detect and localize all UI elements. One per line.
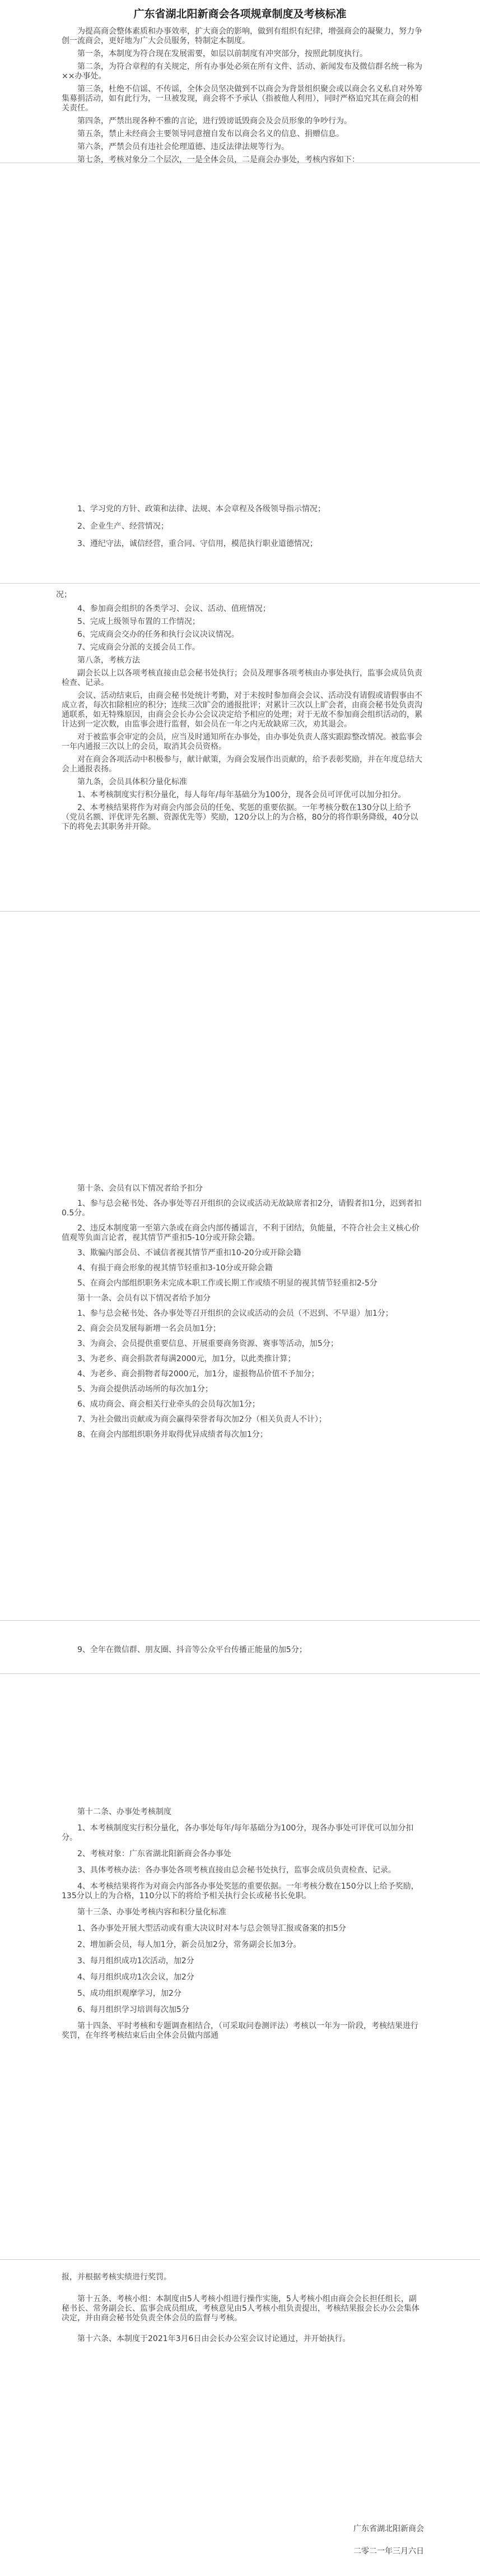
section-content-list xyxy=(0,499,480,584)
paragraph: 第十五条、考核小组：本制度由5人考核小组进行操作实施，5人考核小组由商会会长担任组长，副秘书长、常务副会长、监事会成员组成，考核意见由5人考核小组负责提出，考核结果报会长办公会集体决定，并由商会秘书处负责全体会员的监督与考核。 xyxy=(62,2295,420,2323)
paragraph: 6、成功商会、商会相关行业牵头的会员每次加1分； xyxy=(77,1400,260,1409)
paragraph: 6、完成商会交办的任务和执行会议决议情况。 xyxy=(77,630,239,639)
paragraph: 2、考核对象：广东省湖北阳新商会各办事处 xyxy=(77,1849,231,1858)
paragraph: 2、增加新会员，每人加1分，新会员加2分，常务副会长加3分。 xyxy=(77,1940,301,1949)
paragraph: 第三条，杜绝不信谣、不传谣，全体会员坚决做到不以商会为背景组织聚会或以商会名义私自对外筹集募捐活动，如有此行为，一旦被发现，商会将不予承认（指被他人利用），同时严格追究其在商会的相关责任。 xyxy=(62,85,422,113)
paragraph: 第八条，考核方法 xyxy=(77,656,140,665)
paragraph: 1、本考核制度实行积分量化，各办事处每年/每年基础分为100分，现各办事处可评优可以加分扣分。 xyxy=(62,1824,414,1842)
paragraph: 3、为商会、会员提供重要信息、开展重要商务资源、赛事等活动，加5分； xyxy=(77,1339,338,1348)
paragraph: 5、为商会提供活动场所的每次加1分； xyxy=(77,1385,213,1394)
paragraph: 2、本考核结果将作为对商会内部会员的任免、奖惩的重要依据。一年考核分数在130分以上给予（党员名额、评优评先名额、资源优先等）奖励，120分以上的为合格，80分的将作职务降级，40分以下的将免去其职务并开除。 xyxy=(62,803,418,831)
paragraph: 7、为社会做出贡献或为商会赢得荣誉者每次加2分（相关负责人不计）； xyxy=(77,1415,327,1424)
paragraph: 9、全年在微信群、朋友圈、抖音等公众平台传播正能量的加5分； xyxy=(77,1645,307,1654)
section-assessment-method xyxy=(0,586,480,912)
paragraph: 8、在商会内部组织职务并取得优异成绩者每次加1分； xyxy=(77,1430,268,1439)
paragraph: 第七条，考核对象分二个层次，一是全体会员，二是商会办事处，考核内容如下： xyxy=(77,155,360,164)
paragraph: 5、在商会内部组织职务未完成本职工作或长期工作或绩不明显的视其情节轻重扣2-5分 xyxy=(77,1279,378,1288)
paragraph: 5、完成上级领导布置的工作情况； xyxy=(77,617,200,626)
paragraph: 2、企业生产、经营情况； xyxy=(77,522,169,531)
signature-date: 二零二一年三月六日 xyxy=(353,2547,424,2556)
paragraph: 第十六条、本制度于2021年3月6日由会长办公室会议讨论通过，并开始执行。 xyxy=(77,2334,351,2343)
paragraph: 1、参与总会秘书处、各办事处等召开组织的会议或活动无故缺席者扣2分，请假者扣1分，迟到者扣0.5分。 xyxy=(62,1199,422,1218)
paragraph: 第五条，禁止未经商会主要领导同意擅自发布以商会名义的信息、捐赠信息。 xyxy=(77,130,344,138)
section-closing xyxy=(0,2265,480,2576)
section-member-scoring xyxy=(0,1177,480,1621)
paragraph: 对于被监事会审定的会员，应当及时通知所在办事处，由办事处负责人落实跟踪整改情况。被监事会一年内通报三次以上的会员，取消其会员资格。 xyxy=(62,733,422,751)
paragraph: 第十一条、会员有以下情况者给予加分 xyxy=(77,1294,211,1303)
paragraph: 4、参加商会组织的各类学习、会议、活动、值班情况； xyxy=(77,604,271,613)
section-office-assessment xyxy=(0,1805,480,2260)
paragraph: 6、每月组织学习培训每次加5分 xyxy=(77,2005,189,2014)
paragraph: 第十四条、平时考核和专题调查相结合，（可采取问卷测评法）考核以一年为一阶段，考核结果进行奖罚，在年终考核结束后由全体会员做内部通 xyxy=(62,2022,418,2040)
paragraph: 4、有损于商会形象的视其情节轻重扣3-10分或开除会籍 xyxy=(77,1264,273,1273)
paragraph: 副会长以上以各项考核直接由总会秘书处执行；会员及理事各项考核由办事处执行，监事会成员负责检查、记录。 xyxy=(62,669,422,687)
paragraph: 1、各办事处开展大型活动或有重大决议时对本与总会领导汇报或备案的扣5分 xyxy=(77,1924,346,1933)
paragraph: 第六条，严禁会员有违社会伦理道德、违反法律法规等行为。 xyxy=(77,142,289,151)
paragraph: 第一条，本制度为符合现在发展需要，如层以前制度有冲突部分，按照此制度执行。 xyxy=(77,49,367,58)
paragraph: 第九条，会员具体积分量化标准 xyxy=(77,778,187,787)
paragraph: 第十条、会员有以下情况者给予扣分 xyxy=(77,1184,203,1193)
paragraph: 1、学习党的方针、政策和法律、法规、本会章程及各级领导指示情况； xyxy=(77,505,325,514)
paragraph: 3、遵纪守法，诚信经营，重合同、守信用，模范执行职业道德情况； xyxy=(77,539,318,548)
paragraph: 第十三条、办事处考核内容和积分量化标准 xyxy=(77,1908,226,1917)
paragraph: 3、欺骗内部会员、不诚信者视其情节严重扣10-20分或开除会籍 xyxy=(77,1248,301,1257)
paragraph: 第十二条、办事处考核制度 xyxy=(77,1807,171,1816)
paragraph: 第二条，为符合章程的有关规定，所有办事处必须在所有文件、活动、新闻发布及微信群名统一称为××办事处。 xyxy=(62,62,422,81)
paragraph: 对在商会各项活动中积极参与，献计献策，为商会发展作出贡献的，给予表彰奖励，并在年度总结大会上通报表扬。 xyxy=(62,755,422,774)
paragraph: 7、完成商会分派的支援会员工作。 xyxy=(77,643,200,652)
page-title: 广东省湖北阳新商会各项规章制度及考核标准 xyxy=(133,8,347,20)
paragraph: 5、成功组织观摩学习，加2分 xyxy=(77,1989,181,1998)
paragraph: 1、本考核制度实行积分量化，每人每年/每年基础分为100分，现各会员可评优可以加分扣分。 xyxy=(77,790,406,799)
signature-org: 广东省湖北阳新商会 xyxy=(353,2524,424,2533)
paragraph: 2、违反本制度第一至第六条或在商会内部传播谣言，不利于团结，负能量，不符合社会主义核心价值观等负面言论者，视其情节严重扣5-10分或开除会籍。 xyxy=(62,1224,420,1242)
paragraph: 4、为老乡、商会捐物者每2000元，加1分，虚报物品价值不予加分； xyxy=(77,1370,319,1379)
section-intro xyxy=(0,22,480,163)
section-positive-energy xyxy=(0,1623,480,1674)
paragraph: 4、本考核结果将作为对商会内部各办事处奖惩的重要依据。一年考核分数在150分以上给予奖励，135分以上的为合格，110分以下的将给予相关执行会长或秘书长免职。 xyxy=(62,1882,419,1900)
paragraph: 3、具体考核办法：各办事处各项考核直接由总会秘书处执行，监事会成员负责检查、记录。 xyxy=(77,1866,396,1875)
paragraph: 4、每月组织成功1次会议，加2分 xyxy=(77,1973,194,1982)
paragraph: 3、为老乡、商会捐款者每满2000元，加1分，以此类推计算； xyxy=(77,1354,296,1363)
paragraph: 会议、活动结束后，由商会秘书处统计考勤，对于未按时参加商会会议、活动没有请假或请假事由不成立者，每次扣除相应的积分；连续三次旷会的通报批评；对累计三次以上旷会者，由商会秘书处负责沟通联系，如无特殊原因，由商会会长办公会议决定给予相应的处理；对于无故不参加商会组织活动的，累计达到一定次数，由监事会进行监督，如会员在一年之内无故缺席三次，劝其退会。 xyxy=(62,691,422,729)
paragraph: 况； xyxy=(56,590,72,599)
paragraph: 2、商会会员发展每新增一名会员加1分； xyxy=(77,1324,221,1333)
paragraph: 为提高商会整体素质和办事效率，扩大商会的影响，做到有组织有纪律，增强商会的凝聚力，努力争创一流商会，更好地为广大会员服务，特制定本制度。 xyxy=(62,27,422,45)
paragraph: 第四条，严禁出现各种不雅的言论，进行毁谤诋毁商会及会员形象的争吵行为。 xyxy=(77,117,352,126)
paragraph: 1、参与总会秘书处、各办事处等召开组织的会议或活动的会员（不迟到、不早退）加1分； xyxy=(77,1309,393,1318)
paragraph: 报，并根据考核实绩进行奖罚。 xyxy=(62,2273,171,2282)
paragraph: 3、每月组织成功1次活动，加2分 xyxy=(77,1957,194,1965)
